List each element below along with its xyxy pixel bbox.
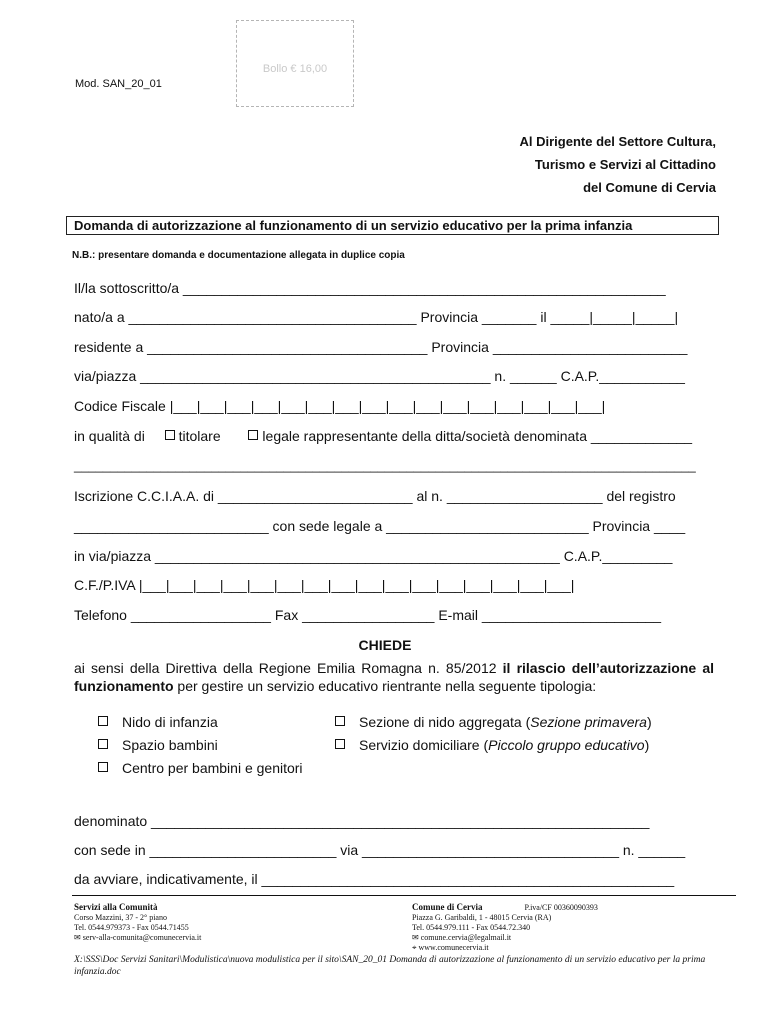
field-denominato[interactable]: denominato ________________________________________________________________ <box>74 813 650 829</box>
checkbox-legale-rappresentante[interactable] <box>248 430 258 440</box>
stamp-label: Bollo € 16,00 <box>262 63 328 75</box>
option-legale-rappresentante[interactable]: legale rappresentante della ditta/società denominata _____________ <box>262 428 693 444</box>
checkbox-icon[interactable] <box>98 762 108 772</box>
file-path: X:\SSS\Doc Servizi Sanitari\Modulistica\nuova modulistica per il sito\SAN_20_01 Domanda di autorizzazione al funzionamento di un servizio educativo per la prima infanzia.doc <box>74 955 706 977</box>
field-ditta-continued[interactable]: ______________________________________________________________________________________ <box>74 458 696 473</box>
option-sezione-aggregata[interactable]: Sezione di nido aggregata (Sezione primavera) <box>335 714 652 730</box>
qualita-label: in qualità di <box>74 428 145 444</box>
field-sede-servizio[interactable]: con sede in ________________________ via _________________________________ n. ______ <box>74 842 686 858</box>
option-titolare: titolare <box>178 428 221 444</box>
chiede-heading: CHIEDE <box>358 637 412 653</box>
field-cf-piva[interactable]: C.F./P.IVA |___|___|___|___|___|___|___|___|___|___|___|___|___|___|___|___| <box>74 577 575 593</box>
field-via-piazza[interactable]: via/piazza _____________________________________________ n. ______ C.A.P.___________ <box>74 368 685 384</box>
field-sottoscritto[interactable]: Il/la sottoscritto/a ______________________________________________________________ <box>74 280 666 296</box>
note: N.B.: presentare domanda e documentazione allegata in duplice copia <box>72 250 405 261</box>
field-cciaa[interactable]: Iscrizione C.C.I.A.A. di _________________________ al n. ____________________ del registro <box>74 488 676 504</box>
field-residente[interactable]: residente a ____________________________________ Provincia _________________________ <box>74 339 688 355</box>
checkbox-icon[interactable] <box>335 716 345 726</box>
request-paragraph: ai sensi della Direttiva della Regione Emilia Romagna n. 85/2012 il rilascio dell’autorizzazione al funzionamento per gestire un servizio educativo rientrante nella seguente tipologia: <box>74 660 714 694</box>
option-spazio-bambini[interactable]: Spazio bambini <box>98 737 218 753</box>
field-via-piazza-sede[interactable]: in via/piazza ____________________________________________________ C.A.P._________ <box>74 548 673 564</box>
option-servizio-domiciliare[interactable]: Servizio domiciliare (Piccolo gruppo educativo) <box>335 737 649 753</box>
checkbox-icon[interactable] <box>98 739 108 749</box>
checkbox-titolare[interactable] <box>165 430 175 440</box>
field-contacts[interactable]: Telefono __________________ Fax _________________ E-mail _______________________ <box>74 607 661 623</box>
form-code: Mod. SAN_20_01 <box>75 78 162 90</box>
field-sede-legale[interactable]: _________________________ con sede legale a __________________________ Provincia ____ <box>74 518 686 534</box>
footer-right: Comune di Cervia P.iva/CF 00360090393 Piazza G. Garibaldi, 1 - 48015 Cervia (RA) Tel. 0544.979.111 - Fax 0544.72.340 ✉ comune.cervia@legalmail.it ⌖ www.comunecervia.it <box>412 902 598 952</box>
field-data-avvio[interactable]: da avviare, indicativamente, il _____________________________________________________ <box>74 871 675 887</box>
qualita-row <box>74 428 692 444</box>
recipient-line-2: Turismo e Servizi al Cittadino <box>534 157 716 172</box>
field-codice-fiscale[interactable]: Codice Fiscale |___|___|___|___|___|___|___|___|___|___|___|___|___|___|___|___| <box>74 398 606 414</box>
footer-left: Servizi alla Comunità Corso Mazzini, 37 - 2° piano Tel. 0544.979373 - Fax 0544.71455 ✉ serv-alla-comunita@comunecervia.it <box>74 902 202 942</box>
checkbox-icon[interactable] <box>335 739 345 749</box>
recipient-line-1: Al Dirigente del Settore Cultura, <box>519 134 716 149</box>
footer-divider <box>72 895 736 896</box>
checkbox-icon[interactable] <box>98 716 108 726</box>
option-centro-bambini-genitori[interactable]: Centro per bambini e genitori <box>98 760 303 776</box>
field-nato-a[interactable]: nato/a a _____________________________________ Provincia _______ il _____|_____|_____| <box>74 309 679 325</box>
option-nido[interactable]: Nido di infanzia <box>98 714 218 730</box>
revenue-stamp-box <box>236 20 354 107</box>
recipient-line-3: del Comune di Cervia <box>583 180 716 195</box>
document-title: Domanda di autorizzazione al funzionamento di un servizio educativo per la prima infanzia <box>66 216 719 235</box>
